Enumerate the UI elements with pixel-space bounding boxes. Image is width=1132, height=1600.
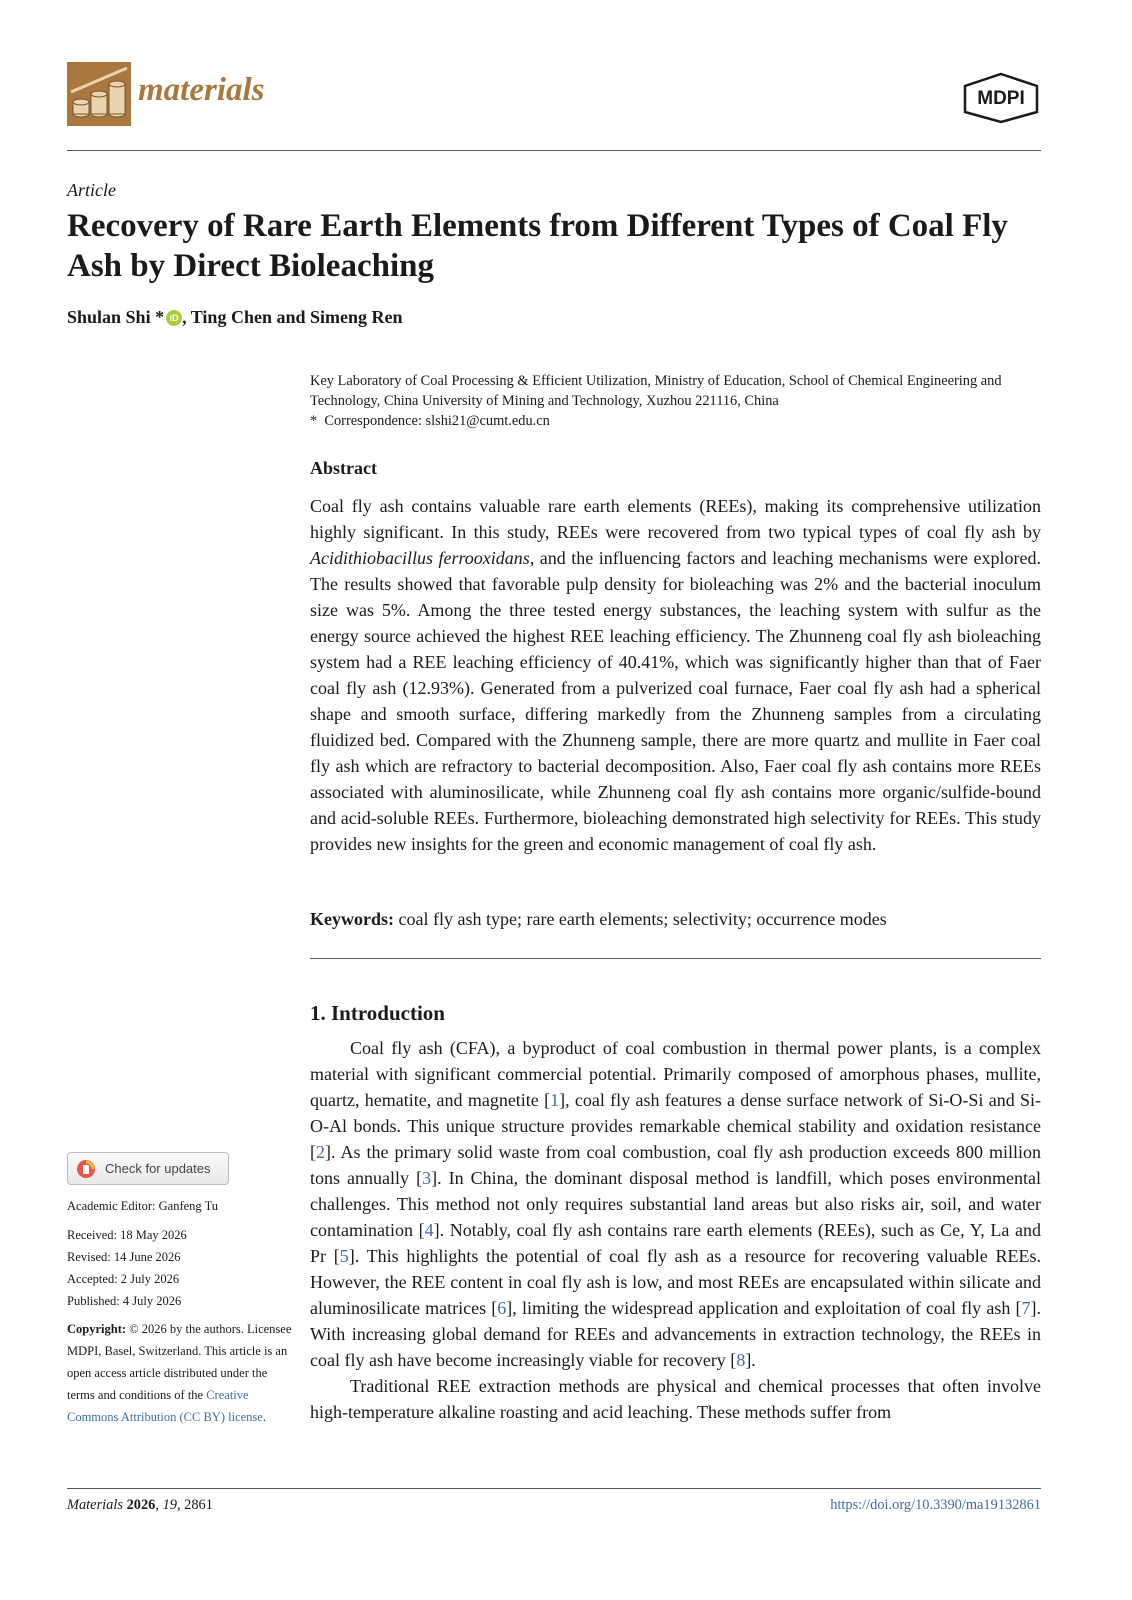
orcid-icon[interactable]: iD: [166, 310, 182, 326]
abstract-text: [310, 493, 1041, 857]
species-name: Acidithiobacillus ferrooxidans: [310, 548, 530, 568]
abstract-heading: Abstract: [310, 458, 377, 478]
section-heading-introduction: 1. Introduction: [310, 1001, 445, 1025]
footer-volume: 19: [162, 1497, 177, 1513]
intro-text: ]. Notably, coal fly ash contains rare earth elements (REEs), such as Ce, Y, La and Pr [: [310, 1220, 1041, 1266]
citation-link[interactable]: 2: [316, 1142, 325, 1162]
mdpi-logo-icon: [961, 72, 1041, 124]
keywords-label: Keywords:: [310, 909, 394, 929]
author-list: [67, 307, 402, 328]
doi-link[interactable]: https://doi.org/10.3390/ma19132861: [830, 1497, 1041, 1513]
citation-link[interactable]: 4: [424, 1220, 434, 1240]
abstract-part-1: Coal fly ash contains valuable rare earth elements (REEs), making its comprehensive utilization highly significant. In this study, REEs were recovered from two typical types of coal fly ash by: [310, 496, 1041, 542]
author-others: , Ting Chen and Simeng Ren: [182, 307, 403, 327]
affiliation: Key Laboratory of Coal Processing & Efficient Utilization, Ministry of Education, School of Chemical Engineering and Technology, China University of Mining and Technology, Xuzhou 221116, China: [310, 373, 1002, 409]
license-link[interactable]: Creative Commons Attribution (CC BY) license: [67, 1388, 263, 1424]
citation-link[interactable]: 1: [550, 1090, 560, 1110]
journal-citation: Materials 2026, 19, 2861: [67, 1497, 213, 1513]
date-accepted: Accepted: 2 July 2026: [67, 1272, 180, 1286]
keywords-divider: [310, 958, 1041, 959]
affiliation-block: [310, 371, 1041, 431]
journal-logo-icon: [67, 62, 131, 126]
footer-year: 2026: [126, 1497, 156, 1513]
date-received: Received: 18 May 2026: [67, 1228, 187, 1242]
citation-link[interactable]: 3: [422, 1168, 432, 1188]
abstract-part-2: , and the influencing factors and leaching mechanisms were explored. The results showed that favorable pulp density for bioleaching was 2% and the bacterial inoculum size was 5%. Among the three tested energy substances, the leaching system with sulfur as the energy source achieved the highest REE leaching efficiency. The Zhunneng coal fly ash bioleaching system had a REE leaching efficiency of 40.41%, which was significantly higher than that of Faer coal fly ash (12.93%). Generated from a pulverized coal furnace, Faer coal fly ash had a spherical shape and smooth surface, differing markedly from the Zhunneng samples from a circulating fluidized bed. Compared with the Zhunneng sample, there are more quartz and mullite in Faer coal fly ash which are refractory to bacterial decomposition. Also, Faer coal fly ash contains more REEs associated with aluminosilicate, while Zhunneng coal fly ash contains more organic/sulfide-bound and acid-soluble REEs. Furthermore, bioleaching demonstrated high selectivity for REEs. This study provides new insights for the green and economic management of coal fly ash.: [310, 548, 1042, 854]
intro-text: ]. With increasing global demand for REEs and advancements in extraction technology, the REEs in coal fly ash have become increasingly viable for recovery [: [310, 1298, 1042, 1370]
citation-link[interactable]: 8: [736, 1350, 746, 1370]
citation-link[interactable]: 6: [497, 1298, 507, 1318]
keywords: [310, 906, 1041, 932]
academic-editor: Academic Editor: Ganfeng Tu: [67, 1199, 219, 1213]
journal-name: materials: [138, 72, 265, 108]
article-title: Recovery of Rare Earth Elements from Different Types of Coal Fly Ash by Direct Bioleaching: [67, 208, 1008, 284]
publisher-name: MDPI: [977, 88, 1025, 109]
intro-text: ].: [745, 1350, 756, 1370]
publication-dates: [67, 1224, 187, 1312]
intro-text: ]. This highlights the potential of coal fly ash as a resource for recovering valuable REEs. However, the REE content in coal fly ash is low, and most REEs are encapsulated within silicate and aluminosilicate matrices [: [310, 1246, 1041, 1318]
footer-journal: Materials: [67, 1497, 123, 1513]
citation-link[interactable]: 5: [339, 1246, 349, 1266]
copyright-label: Copyright:: [67, 1322, 127, 1336]
copyright-notice: [67, 1318, 297, 1428]
check-updates-icon: [76, 1159, 96, 1179]
introduction-body: [310, 1035, 1041, 1425]
intro-text: ], limiting the widespread application and exploitation of coal fly ash [: [506, 1298, 1022, 1318]
header-divider: [67, 150, 1041, 151]
author-primary: Shulan Shi *: [67, 307, 165, 327]
intro-text: ]. In China, the dominant disposal method is landfill, which poses environmental challenges. This method not only requires substantial land areas but also risks air, soil, and water contamination [: [310, 1168, 1041, 1240]
check-updates-label: Check for updates: [105, 1161, 211, 1176]
correspondence: * Correspondence: slshi21@cumt.edu.cn: [310, 413, 550, 429]
intro-paragraph-2: Traditional REE extraction methods are physical and chemical processes that often involve high-temperature alkaline roasting and acid leaching. These methods suffer from: [310, 1376, 1041, 1422]
copyright-text: © 2026 by the authors. Licensee MDPI, Basel, Switzerland. This article is an open access article distributed under the terms and conditions of the: [67, 1322, 292, 1402]
footer-page: 2861: [184, 1497, 213, 1513]
date-published: Published: 4 July 2026: [67, 1294, 182, 1308]
intro-paragraph-1: [310, 1035, 1041, 1373]
article-type: Article: [67, 180, 116, 200]
copyright-end: .: [262, 1410, 266, 1424]
keywords-text: coal fly ash type; rare earth elements; selectivity; occurrence modes: [394, 909, 887, 929]
citation-link[interactable]: 7: [1021, 1298, 1031, 1318]
intro-text: Coal fly ash (CFA), a byproduct of coal combustion in thermal power plants, is a complex material with significant commercial potential. Primarily composed of amorphous phases, mullite, quartz, hematite, and magnetite [: [310, 1038, 1041, 1110]
footer-divider: [67, 1488, 1041, 1489]
page-header: [67, 60, 1041, 130]
date-revised: Revised: 14 June 2026: [67, 1250, 181, 1264]
intro-text: ], coal fly ash features a dense surface network of Si-O-Si and Si-O-Al bonds. This unique structure provides remarkable chemical stability and oxidation resistance [: [310, 1090, 1041, 1162]
intro-text: ]. As the primary solid waste from coal combustion, coal fly ash production exceeds 800 million tons annually [: [310, 1142, 1041, 1188]
check-for-updates-button[interactable]: [67, 1152, 229, 1185]
